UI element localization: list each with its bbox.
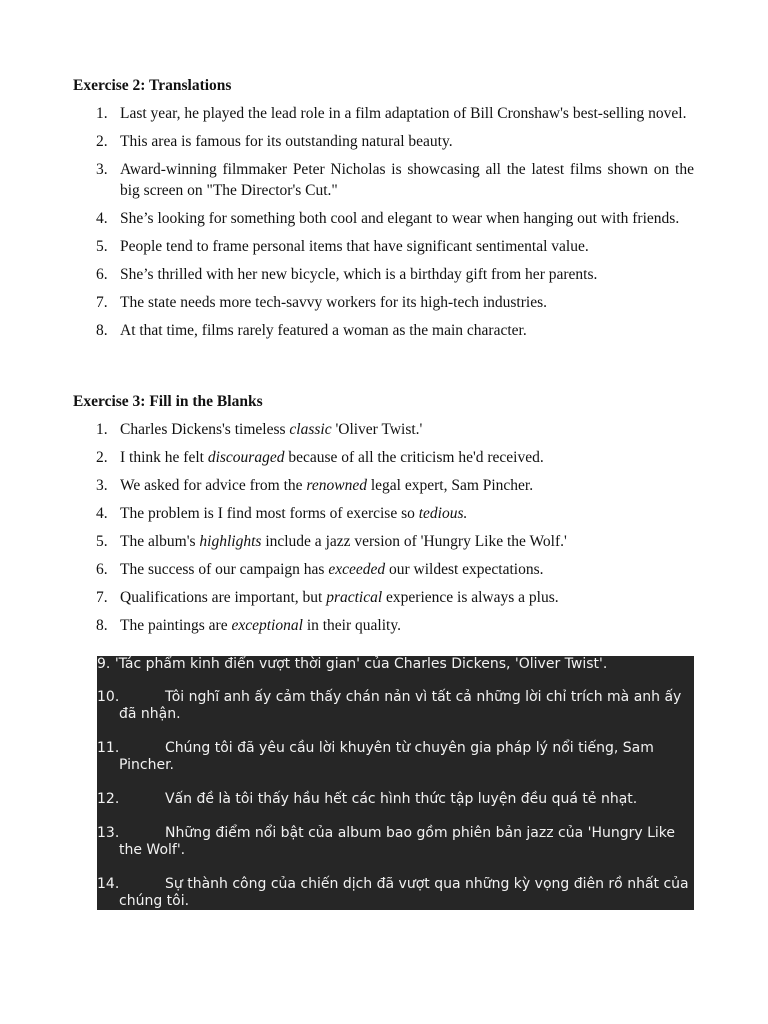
item-number: 12. — [97, 791, 120, 807]
item-number: 6. — [96, 561, 108, 578]
item-number: 14. — [97, 876, 120, 892]
item-number: 2. — [96, 133, 108, 150]
item-text: Sự thành công của chiến dịch đã vượt qua những kỳ vọng điên rồ nhất của chúng tôi. — [119, 876, 689, 909]
item-number: 10. — [97, 689, 120, 705]
translation-item — [97, 656, 694, 673]
translation-item — [97, 689, 694, 723]
item-text-before: The paintings are — [120, 617, 232, 634]
item-number: 7. — [96, 293, 108, 311]
item-text-after: because of all the criticism he'd received. — [284, 449, 544, 466]
item-text: Tôi nghĩ anh ấy cảm thấy chán nản vì tất cả những lời chỉ trích mà anh ấy đã nhận. — [119, 689, 682, 722]
list-item — [73, 104, 694, 125]
item-number: 2. — [96, 449, 108, 466]
item-text: Chúng tôi đã yêu cầu lời khuyên từ chuyên gia pháp lý nổi tiếng, Sam Pincher. — [119, 740, 654, 773]
item-text-after: experience is always a plus. — [382, 589, 559, 606]
item-text: Những điểm nổi bật của album bao gồm phiên bản jazz của 'Hungry Like the Wolf'. — [119, 825, 676, 858]
item-text: Vấn đề là tôi thấy hầu hết các hình thức tập luyện đều quá tẻ nhạt. — [165, 791, 638, 807]
vocab-word: exceeded — [328, 561, 386, 578]
item-text: Last year, he played the lead role in a film adaptation of Bill Cronshaw's best-selling novel. — [120, 105, 687, 122]
item-number: 8. — [96, 617, 108, 634]
list-item — [73, 321, 694, 342]
item-number: 6. — [96, 265, 108, 283]
item-text-before: The success of our campaign has — [120, 561, 329, 578]
item-text: She’s thrilled with her new bicycle, which is a birthday gift from her parents. — [120, 265, 598, 283]
item-text-after: include a jazz version of 'Hungry Like the Wolf.' — [261, 533, 567, 550]
item-number: 13. — [97, 825, 120, 841]
translation-item — [97, 825, 694, 859]
item-number: 1. — [96, 421, 108, 438]
exercise-3-heading: Exercise 3: Fill in the Blanks — [73, 393, 263, 410]
item-text-after: our wildest expectations. — [385, 561, 544, 578]
item-number: 5. — [96, 533, 108, 550]
list-item — [73, 132, 694, 153]
vocab-word: exceptional — [231, 617, 303, 634]
vocab-word: highlights — [199, 533, 262, 550]
item-text-before: We asked for advice from the — [120, 477, 307, 494]
list-item — [73, 160, 694, 201]
translation-item — [97, 791, 694, 808]
list-item — [73, 293, 694, 314]
item-text-before: Qualifications are important, but — [120, 589, 327, 606]
exercise-2-heading: Exercise 2: Translations — [73, 77, 232, 94]
list-item — [73, 209, 694, 230]
item-number: 8. — [96, 321, 108, 339]
item-text: People tend to frame personal items that have significant sentimental value. — [120, 237, 589, 255]
item-number: 7. — [96, 589, 108, 606]
item-text-before: The album's — [120, 533, 200, 550]
exercise-2-list — [73, 104, 694, 349]
item-text: The state needs more tech-savvy workers for its high-tech industries. — [120, 293, 547, 311]
item-text-after: legal expert, Sam Pincher. — [366, 477, 534, 494]
item-text-after: 'Oliver Twist.' — [331, 421, 423, 438]
list-item — [73, 265, 694, 286]
item-text: At that time, films rarely featured a woman as the main character. — [120, 321, 527, 339]
item-number: 4. — [96, 209, 108, 227]
list-item — [73, 560, 694, 581]
item-number: 5. — [96, 237, 108, 255]
vocab-word: practical — [326, 589, 383, 606]
list-item — [73, 476, 694, 497]
item-text-before: I think he felt — [120, 449, 208, 466]
item-text: Award-winning filmmaker Peter Nicholas is showcasing all the latest films shown on the big screen on "The Director's Cut." — [120, 161, 694, 199]
translation-item — [97, 740, 694, 774]
item-number: 3. — [96, 161, 108, 178]
item-number: 9. — [97, 656, 111, 672]
list-item — [73, 448, 694, 469]
item-number: 11. — [97, 740, 120, 756]
list-item — [73, 504, 694, 525]
vocab-word: discouraged — [207, 449, 285, 466]
item-text: She’s looking for something both cool and elegant to wear when hanging out with friends. — [120, 209, 680, 227]
exercise-3-list — [73, 420, 694, 644]
translation-block — [97, 656, 694, 910]
list-item — [73, 237, 694, 258]
item-number: 1. — [96, 105, 108, 122]
vocab-word: tedious. — [418, 505, 468, 522]
list-item — [73, 588, 694, 609]
list-item — [73, 420, 694, 441]
item-number: 3. — [96, 477, 108, 494]
vocab-word: classic — [289, 421, 332, 438]
vocab-word: renowned — [306, 477, 367, 494]
translation-item — [97, 876, 694, 910]
item-text-after: in their quality. — [302, 617, 401, 634]
item-text-before: Charles Dickens's timeless — [120, 421, 290, 438]
item-text: This area is famous for its outstanding natural beauty. — [120, 133, 453, 150]
list-item — [73, 616, 694, 637]
item-text: 'Tác phẩm kinh điển vượt thời gian' của Charles Dickens, 'Oliver Twist'. — [114, 656, 608, 672]
item-text-before: The problem is I find most forms of exercise so — [120, 505, 419, 522]
list-item — [73, 532, 694, 553]
item-number: 4. — [96, 505, 108, 522]
